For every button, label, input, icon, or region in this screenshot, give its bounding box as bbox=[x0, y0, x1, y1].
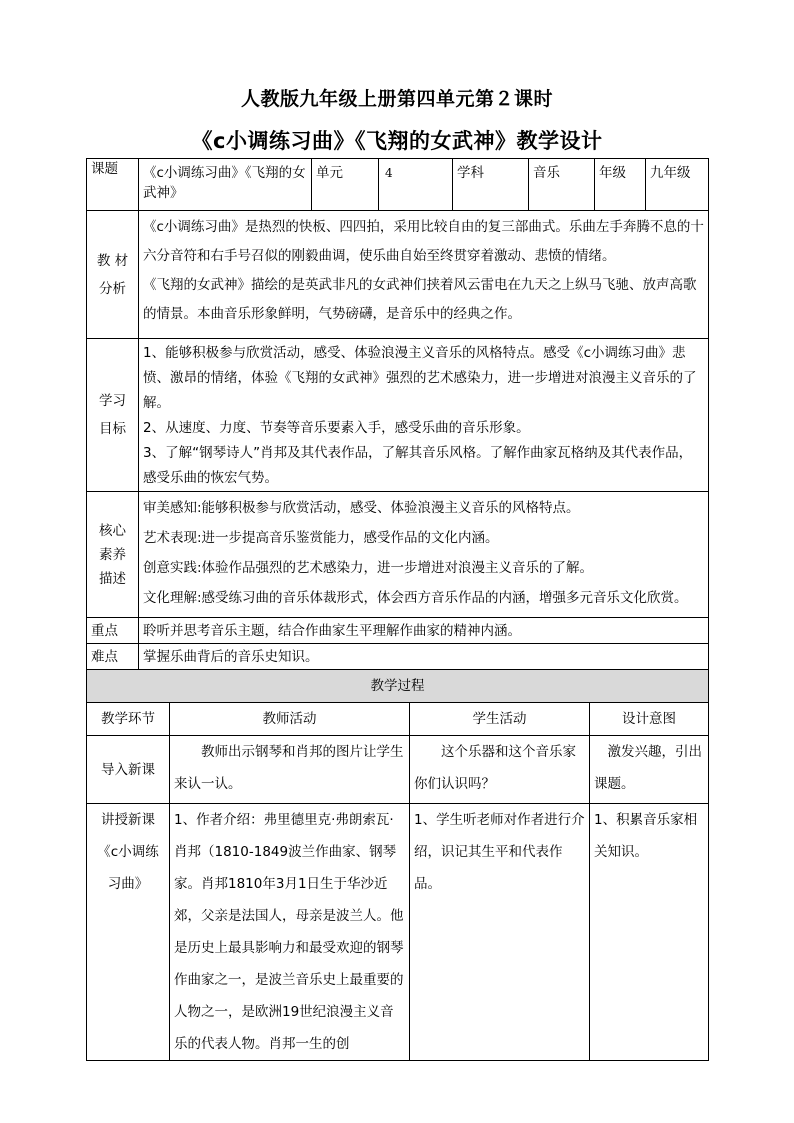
teacher-activity: 1、作者介绍：弗里德里克·弗朗索瓦·肖邦（1810-1849波兰作曲家、钢琴家。肖邦1810年3月1日生于华沙近郊，父亲是法国人，母亲是波兰人。他是历史上最具影响力和最受欢迎的钢琴作曲家之一，是波兰音乐史上最重要的人物之一，是欧洲19世纪浪漫主义音乐的代表人物。肖邦一生的创 bbox=[174, 812, 404, 1052]
goals-label-line1: 学习 bbox=[99, 393, 126, 409]
difficult-points-label: 难点 bbox=[87, 644, 139, 670]
unit-label: 单元 bbox=[312, 159, 379, 211]
student-cell bbox=[410, 736, 590, 804]
goal-item: 2、从速度、力度、节奏等音乐要素入手，感受乐曲的音乐形象。 bbox=[143, 420, 530, 436]
subject-value: 音乐 bbox=[529, 159, 595, 211]
analysis-label-line1: 教 材 bbox=[96, 252, 129, 269]
key-points-label: 重点 bbox=[87, 618, 139, 644]
header-stage: 教学环节 bbox=[87, 703, 170, 736]
student-cell bbox=[410, 804, 590, 1061]
stage-line: 讲授新课 bbox=[101, 812, 155, 828]
student-activity: 1、学生听老师对作者进行介绍，识记其生平和代表作品。 bbox=[414, 812, 585, 892]
literacy-label-line3: 描述 bbox=[99, 570, 126, 587]
difficult-points-row bbox=[87, 644, 709, 670]
teacher-cell bbox=[170, 736, 410, 804]
stage-line: 习曲》 bbox=[107, 876, 149, 892]
process-row bbox=[87, 736, 709, 804]
literacy-content bbox=[139, 492, 709, 618]
intent-cell bbox=[590, 736, 709, 804]
key-points-text: 聆听并思考音乐主题，结合作曲家生平理解作曲家的精神内涵。 bbox=[139, 618, 709, 644]
goals-content bbox=[139, 339, 709, 492]
design-intent: 1、积累音乐家相关知识。 bbox=[594, 812, 698, 860]
goal-item: 3、了解“钢琴诗人”肖邦及其代表作品，了解其音乐风格。了解作曲家瓦格纳及其代表作品，感受乐曲的恢宏气势。 bbox=[143, 445, 693, 486]
grade-value: 九年级 bbox=[646, 159, 709, 211]
analysis-label bbox=[87, 211, 139, 339]
literacy-item: 艺术表现:进一步提高音乐鉴赏能力，感受作品的文化内涵。 bbox=[143, 530, 499, 546]
stage-cell bbox=[87, 804, 170, 1061]
goals-row bbox=[87, 339, 709, 492]
difficult-points-text: 掌握乐曲背后的音乐史知识。 bbox=[139, 644, 709, 670]
header-student: 学生活动 bbox=[410, 703, 590, 736]
goals-label-line2: 目标 bbox=[99, 421, 126, 437]
literacy-label-line2: 素养 bbox=[99, 546, 126, 563]
analysis-row bbox=[87, 211, 709, 339]
teacher-cell bbox=[170, 804, 410, 1061]
stage-line: 《c小调练 bbox=[97, 844, 159, 860]
analysis-content bbox=[139, 211, 709, 339]
student-activity: 这个乐器和这个音乐家你们认识吗？ bbox=[414, 744, 576, 792]
literacy-row bbox=[87, 492, 709, 618]
course-value: 《c小调练习曲》《飞翔的女武神》 bbox=[139, 159, 312, 211]
header-intent: 设计意图 bbox=[590, 703, 709, 736]
document-title: 人教版九年级上册第四单元第２课时 bbox=[240, 88, 553, 110]
literacy-label bbox=[87, 492, 139, 618]
goals-label bbox=[87, 339, 139, 492]
stage-cell: 导入新课 bbox=[87, 736, 170, 804]
teacher-activity: 教师出示钢琴和肖邦的图片让学生来认一认。 bbox=[174, 744, 404, 792]
analysis-label-line2: 分析 bbox=[99, 280, 126, 297]
process-title: 教学过程 bbox=[87, 670, 709, 703]
literacy-label-line1: 核心 bbox=[99, 522, 126, 539]
grade-label: 年级 bbox=[595, 159, 646, 211]
intent-cell bbox=[590, 804, 709, 1061]
unit-value: 4 bbox=[379, 159, 453, 211]
goal-item: 1、能够积极参与欣赏活动，感受、体验浪漫主义音乐的风格特点。感受《c小调练习曲》悲愤、激昂的情绪，体验《飞翔的女武神》强烈的艺术感染力，进一步增进对浪漫主义音乐的了解。 bbox=[143, 345, 697, 411]
info-row bbox=[87, 159, 709, 211]
literacy-item: 创意实践:体验作品强烈的艺术感染力，进一步增进对浪漫主义音乐的了解。 bbox=[143, 560, 594, 576]
process-header-row bbox=[87, 703, 709, 736]
lesson-info-table bbox=[86, 158, 709, 670]
teaching-process-table bbox=[86, 669, 709, 1061]
process-row bbox=[87, 804, 709, 1061]
analysis-paragraph: 《c小调练习曲》是热烈的快板、四四拍，采用比较自由的复三部曲式。乐曲左手奔腾不息的十六分音符和右手号召似的刚毅曲调，使乐曲自始至终贯穿着激动、悲愤的情绪。 bbox=[143, 219, 704, 264]
document-subtitle: 《c小调练习曲》《飞翔的女武神》教学设计 bbox=[191, 129, 603, 153]
literacy-item: 文化理解:感受练习曲的音乐体裁形式，体会西方音乐作品的内涵，增强多元音乐文化欣赏。 bbox=[143, 590, 688, 606]
subject-label: 学科 bbox=[453, 159, 529, 211]
header-teacher: 教师活动 bbox=[170, 703, 410, 736]
process-title-row bbox=[87, 670, 709, 703]
design-intent: 激发兴趣，引出课题。 bbox=[594, 744, 702, 792]
key-points-row bbox=[87, 618, 709, 644]
analysis-paragraph: 《飞翔的女武神》描绘的是英武非凡的女武神们挟着风云雷电在九天之上纵马飞驰、放声高歌的情景。本曲音乐形象鲜明，气势磅礴，是音乐中的经典之作。 bbox=[143, 277, 697, 322]
literacy-item: 审美感知:能够积极参与欣赏活动，感受、体验浪漫主义音乐的风格特点。 bbox=[143, 500, 580, 516]
course-label: 课题 bbox=[87, 159, 139, 211]
